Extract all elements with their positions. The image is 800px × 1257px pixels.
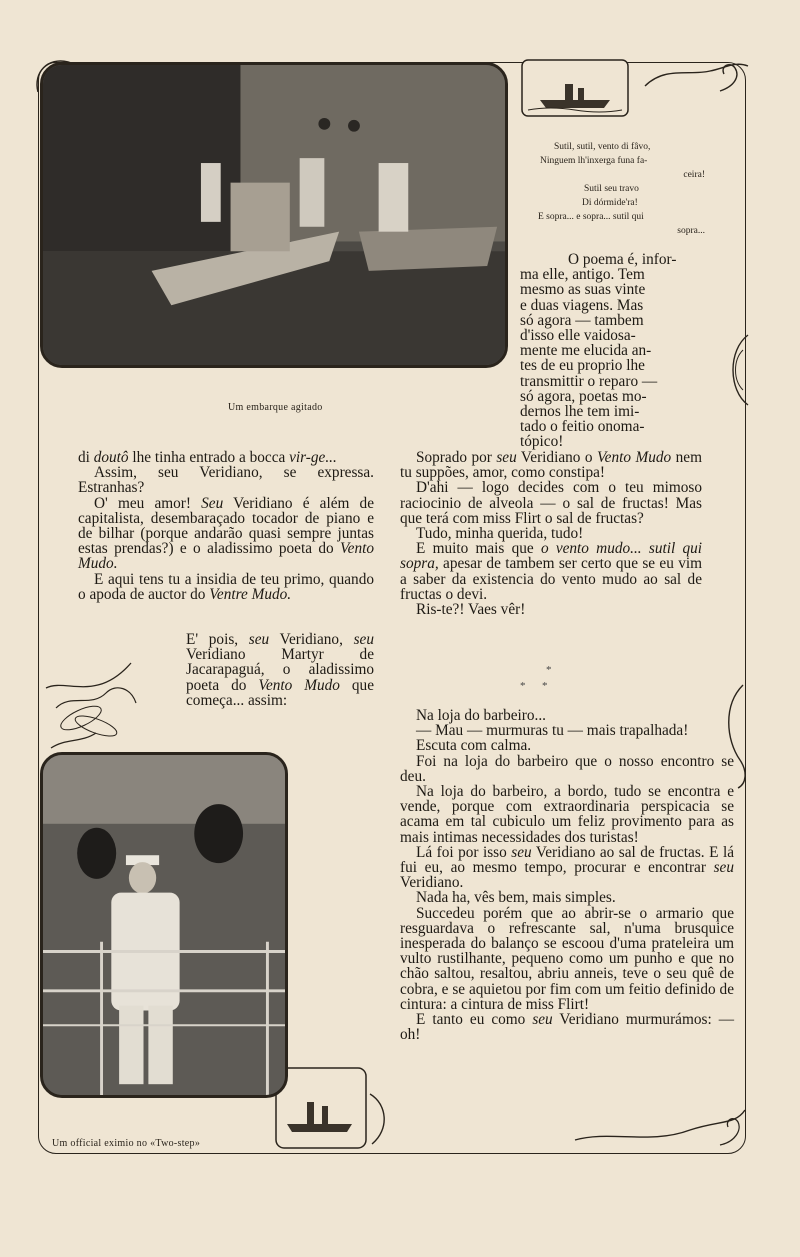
text-run-italic: seu [713,859,734,877]
text-line: e duas viagens. Mas [520,296,644,314]
verse-line: Sutil seu travo [584,184,639,194]
text-line: tópico! [520,433,564,451]
paragraph: Nada ha, vês bem, mais simples. [416,889,616,907]
paragraph [78,450,374,465]
text-line: ma elle, antigo. Tem [520,266,645,284]
photo-boarding [40,62,508,368]
text-line: transmittir o reparo — [520,372,658,390]
right-column [400,450,702,617]
right-column-top [520,252,700,450]
paragraph [78,572,374,602]
text-run: lhe tinha entrado a bocca [128,449,290,466]
text-run: Veridiano. [400,874,464,892]
text-run-italic: seu [248,631,270,648]
paragraph: Escuta com calma. [416,737,532,755]
text-line: mesmo as suas vinte [520,281,646,299]
paragraph: Succedeu porém que ao abrir-se o armario que resguardava o refrescante sal, n'uma brusquice inesperada do balanço se escoou d'uma prateleira um vulto rustilhante, pequeno como um punho e que no chão saltou, resaltou, abriu anneis, teve o seu quê de cobra, e se aquietou por fim com um feitio definido de cintura: a cintura de miss Flirt! [400,904,734,1013]
ornament-right-mid [718,330,758,410]
text-run: E tanto eu como [416,1011,533,1029]
paragraph [400,845,734,891]
text-run: O' meu amor! [94,494,202,512]
text-run: nem tu suppões, amor, como constipa! [400,449,702,482]
paragraph [400,541,702,602]
corner-ornament-bottom-right [570,1100,755,1155]
text-run-italic: doutô [93,449,129,466]
text-line: tes de eu proprio lhe [520,357,645,375]
text-run-italic: o vento mudo... sutil qui sopra, [400,540,702,573]
text-run: que começa... assim: [186,676,374,709]
paragraph: Foi na loja do barbeiro que o nosso encontro se deu. [400,752,734,785]
verse-line: Sutil, sutil, vento di fâvo, [554,142,651,152]
text-run: E muito mais que [416,540,541,558]
paragraph: Tudo, minha querida, tudo! [416,525,584,543]
photo-caption-top: Um embarque agitado [228,402,323,413]
paragraph [78,496,374,572]
text-run: Veridiano ao sal de fructas. E lá fui eu, ao mesmo tempo, procurar e encontrar [400,843,734,877]
paragraph: Na loja do barbeiro... [416,707,546,724]
text-run: Veridiano Martyr de Jacarapaguá, o aladissimo poeta do [186,646,374,694]
text-run: Lá foi por isso [416,843,512,861]
verse-line: sopra... [677,226,705,236]
text-run-italic: Vento Mudo [597,449,672,466]
text-run: Veridiano, [269,631,354,648]
text-run: Soprado por [416,449,497,466]
verse-line: E sopra... e sopra... sutil qui [538,212,644,222]
text-run: Veridiano o [516,449,598,466]
text-run-italic: Vento Mudo [258,676,340,694]
text-run: E' pois, [186,631,249,648]
photo-caption-bottom: Um official eximio no «Two-step» [52,1138,201,1149]
text-run: Veridiano murmurámos: — oh! [400,1011,734,1044]
left-column-continued [186,632,374,708]
verse-line: ceira! [683,170,705,180]
text-run-italic: seu [532,1011,553,1029]
text-line: dernos lhe tem imi- [520,403,640,421]
ship-vignette-bottom [272,1064,402,1154]
section-divider-bottom: * * [520,680,548,692]
ship-vignette-top-right [520,58,630,118]
text-run: E aqui tens tu a insidia de teu primo, quando o apoda de auctor do [78,570,374,603]
text-run: apesar de tambem ser certo que se eu vim a saber da existencia do vento mudo ao sal de fructas o devi. [400,555,702,603]
text-run-italic: seu [511,843,532,861]
text-line: O poema é, infor- [568,251,677,268]
text-line: tado o feitio onoma- [520,418,645,436]
text-line: d'isso elle vaidosa- [520,327,636,345]
poem-verse [530,140,705,238]
text-run-italic: vir-ge... [289,449,337,466]
paragraph: — Mau — murmuras tu — mais trapalhada! [416,722,689,740]
text-line: mente me elucida an- [520,342,652,360]
corner-ornament-top-right [640,56,755,106]
paragraph [186,632,374,708]
verse-line: Ninguem lh'inxerga funa fa- [540,156,648,166]
paragraph [400,450,702,480]
dragonfly-ornament [36,648,146,758]
paragraph [400,1012,734,1042]
paragraph: Assim, seu Veridiano, se expressa. Estranhas? [78,464,374,497]
text-line: só agora — tambem [520,311,644,329]
text-run-italic: seu [496,449,517,466]
text-run-italic: Seu [201,494,224,512]
right-column-lower [400,708,734,1042]
text-line: só agora, poetas mo- [520,387,647,405]
left-column [78,450,374,602]
text-run: di [78,449,94,466]
section-divider-top: * [546,664,552,676]
text-run: Veridiano é além de capitalista, desembaraçado tocador de piano e de bilhar (porque andarão quasi sempre juntas estas prendas?) e o aladissimo poeta do [78,494,375,558]
paragraph: D'ahi — logo decides com o teu mimoso raciocinio de alveola — o sal de fructas! Mas que terá com miss Flirt o sal de fructas? [400,479,702,527]
verse-line: Di dórmide'ra! [582,198,638,208]
paragraph: Na loja do barbeiro, a bordo, tudo se encontra e vende, porque com extraordinaria perspicacia se acama em tal cubiculo um feliz provimento para as mais intimas necessidades dos turistas! [400,783,734,846]
text-run-italic: Ventre Mudo. [209,585,292,603]
photo-officer [40,752,288,1098]
text-run-italic: Vento Mudo. [78,540,374,573]
text-run-italic: seu [353,631,374,648]
paragraph: Ris-te?! Vaes vêr! [416,601,526,619]
